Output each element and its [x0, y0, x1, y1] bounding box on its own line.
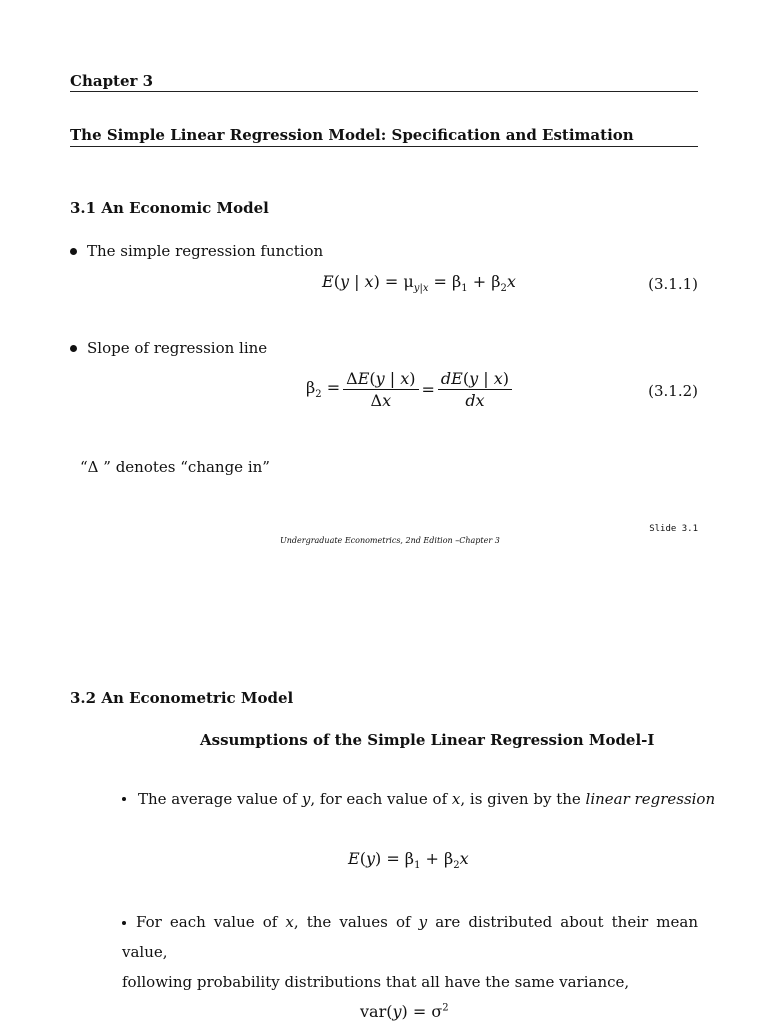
bullet-average-value — [122, 790, 715, 808]
bullet-variance-paragraph — [122, 907, 698, 997]
bullet-slope — [70, 339, 267, 357]
bullet-text: The simple regression function — [87, 242, 324, 260]
equation-number-3-1-1: (3.1.1) — [648, 275, 698, 293]
slide-number: Slide 3.1 — [649, 524, 698, 534]
paragraph-line-2: following probability distributions that all have the same variance, — [122, 973, 630, 991]
bullet-text: Slope of regression line — [87, 339, 268, 357]
equation-3-1-2: $\beta_2$ = $\frac{\Delta E(y | x)}{\Delta x}$ = $\frac{dE(y | x)}{dx}$ — [306, 369, 515, 410]
equation-expected-y: $E(y) = \beta_1 + \beta_2x$ — [348, 849, 469, 872]
delta-note: “Δ ” denotes “change in” — [80, 458, 270, 476]
chapter-label: Chapter 3 — [70, 72, 154, 90]
section-heading-3-1: 3.1 An Economic Model — [70, 199, 269, 217]
bullet-dot — [70, 345, 77, 352]
title-rule — [70, 146, 698, 147]
book-footer: Undergraduate Econometrics, 2nd Edition –Chapter 3 — [280, 536, 500, 545]
bullet-dot — [122, 797, 126, 801]
paragraph-line-1: For each value of x, the values of y are distributed about their mean value, — [122, 913, 698, 961]
chapter-rule — [70, 91, 698, 92]
assumptions-heading: Assumptions of the Simple Linear Regression Model-I — [200, 731, 655, 749]
bullet-dot — [122, 921, 126, 925]
bullet-dot — [70, 248, 77, 255]
bullet-text: The average value of y, for each value of x, is given by the linear regression — [138, 790, 716, 808]
section-heading-3-2: 3.2 An Econometric Model — [70, 689, 294, 707]
equation-number-3-1-2: (3.1.2) — [648, 382, 698, 400]
equation-3-1-1: E(y | $x) = \mu_{y|x} = \beta_1 + \beta_2x$ — [322, 272, 516, 295]
page-title: The Simple Linear Regression Model: Specification and Estimation — [70, 126, 634, 144]
equation-variance: $var(y) = \sigma^2$ — [360, 1002, 449, 1021]
bullet-regression-function — [70, 242, 323, 260]
